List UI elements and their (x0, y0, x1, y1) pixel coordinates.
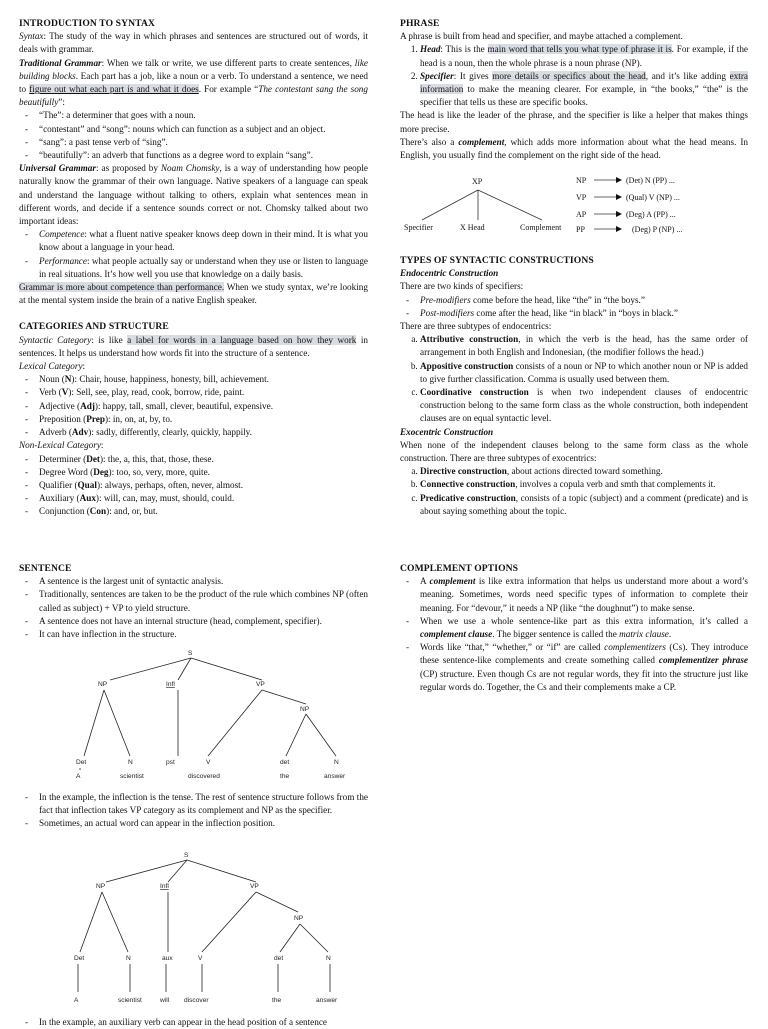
lexical-category-label: Lexical Category: (19, 361, 86, 372)
tree-node-np2: NP (294, 915, 304, 922)
complement-options-list (400, 575, 748, 694)
list-item: - In the example, an auxiliary verb can appear in the head position of a sentence (39, 1016, 368, 1029)
head-node: X Head (460, 223, 485, 232)
sentence-section (19, 562, 368, 641)
list-item: - “The”: a determiner that goes with a noun. (39, 109, 368, 122)
tree-node-v: V (206, 759, 211, 766)
categories-heading: CATEGORIES AND STRUCTURE (19, 321, 169, 333)
tree-word: A (74, 997, 79, 1004)
non-lexical-category-list (19, 453, 368, 519)
tree-node-s: S (184, 852, 189, 859)
xp-structure-diagram (400, 170, 750, 240)
tree-node-det2: det (274, 955, 284, 962)
head-leader-text: The head is like the leader of the phrase, and the specifier is like a helper that makes things more precise. (400, 110, 748, 134)
exocentric-text: When none of the independent clauses belong to the same form class as the whole construction. There are three subtypes of exocentrics: (400, 439, 748, 464)
rule-lhs: NP (576, 176, 587, 185)
list-item: - When we use a whole sentence-like part as this extra information, it’s called a complement clause. The bigger sentence is called the matrix clause. (420, 615, 748, 641)
constructions-section (400, 254, 748, 518)
exocentric-subtypes-list (400, 465, 748, 518)
tree-node-infl-leaf: aux (162, 955, 173, 962)
syntax-definition: Syntax: The study of the way in which phrases and sentences are structured out of words, it deals with grammar. (19, 31, 368, 55)
tree-node-det: Det (74, 955, 85, 962)
rule-lhs: PP (576, 225, 585, 234)
endocentric-subtypes-text: There are three subtypes of endocentrics: (400, 321, 552, 332)
list-item: 1. Head: This is the main word that tells you what type of phrase it is. For example, if the head is a noun, then the whole phrase is a noun phrase (NP). (420, 43, 748, 69)
endocentric-subtypes-list (400, 333, 748, 425)
rule-rhs: (Det) N (PP) ... (626, 176, 675, 185)
list-item: - Determiner (Det): the, a, this, that, those, these. (39, 453, 368, 466)
list-item: - “beautifully”: an adverb that functions as a degree word to explain “sang”. (39, 149, 368, 162)
modifiers-list (400, 294, 748, 320)
tree-node-np: NP (96, 883, 106, 890)
list-item: - Performance: what people actually say or understand when they use or listen to language in real situations. It’s how well you use that knowledge on a daily basis. (39, 255, 368, 281)
rule-rhs: (Qual) V (NP) ... (626, 193, 680, 202)
rule-lhs: VP (576, 193, 587, 202)
tree-word: answer (324, 773, 346, 780)
tree-node-n: N (128, 759, 133, 766)
list-item: - Degree Word (Deg): too, so, very, more, quite. (39, 466, 368, 479)
xp-node: XP (472, 177, 483, 186)
lexical-category-list (19, 373, 368, 439)
bottom-note-list (19, 1016, 368, 1029)
intro-heading: INTRODUCTION TO SYNTAX (19, 18, 156, 29)
sentence-facts-list (19, 575, 368, 641)
tree-node-s: S (188, 650, 193, 657)
tree-word: discover (184, 997, 209, 1004)
list-item: - “sang”: a past tense verb of “sing”. (39, 136, 368, 149)
tree-node-det2: det (280, 759, 290, 766)
list-item: 2. Specifier: It gives more details or specifics about the head, and it’s like adding extra information to make the meaning clearer. For example, in “the books,” “the” is the specifier that tells us these are specific books. (420, 70, 748, 110)
list-item: - Preposition (Prep): in, on, at, by, to. (39, 413, 368, 426)
specifier-node: Specifier (404, 223, 433, 232)
tree-node-infl-leaf: pst (166, 759, 175, 766)
list-item: - A complement is like extra information that helps us understand more about a word’s meaning. Sometimes, words need specific types of information to complete their meaning. For “devour,” it needs a NP (like “the doughnut”) to make sense. (420, 575, 748, 615)
constructions-heading: TYPES OF SYNTACTIC CONSTRUCTIONS (400, 255, 594, 266)
syntactic-category-definition: Syntactic Category: is like a label for words in a language based on how they work in sentences. It helps us understand how words fit into the structure of a sentence. (19, 334, 368, 358)
list-item: - It can have inflection in the structure. (39, 628, 368, 641)
list-item: - A sentence does not have an internal structure (head, complement, specifier). (39, 615, 368, 628)
tree-word: will (160, 997, 170, 1004)
tree-node-v: V (198, 955, 203, 962)
list-item: - Conjunction (Con): and, or, but. (39, 505, 368, 518)
endocentric-heading: Endocentric Construction (400, 268, 499, 279)
tree-node-n2: N (326, 955, 331, 962)
sentence-section-continued (19, 791, 368, 831)
arrow-icon (616, 226, 622, 232)
list-item: - Traditionally, sentences are taken to be the product of the rule which combines NP (often called as subject) + VP to yield structure. (39, 588, 368, 614)
sentence-heading: SENTENCE (19, 563, 72, 574)
list-item: - Auxiliary (Aux): will, can, may, must, should, could. (39, 492, 368, 505)
list-item: - “contestant” and “song”: nouns which can function as a subject and an object. (39, 123, 368, 136)
tree-word: the (280, 773, 290, 780)
right-column-top (400, 17, 748, 162)
sentence-bottom (19, 1016, 368, 1029)
competence-summary: Grammar is more about competence than performance. When we study syntax, we’re looking at the mental system inside the brain of a native English speaker. (19, 282, 368, 306)
complement-options-heading: COMPLEMENT OPTIONS (400, 563, 519, 574)
specifier-kinds-text: There are two kinds of specifiers: (400, 281, 524, 292)
list-item: - Post-modifiers come after the head, like “in black” in “boys in black.” (420, 307, 748, 320)
list-item: b. Connective construction, involves a copula verb and smth that complements it. (420, 478, 748, 491)
list-item: c. Coordinative construction is when two independent clauses of endocentric construction belong to the same form class as the whole construction, both independent clauses are on equal syntactic level. (420, 386, 748, 426)
list-item: - In the example, the inflection is the tense. The rest of sentence structure follows from the fact that inflection takes VP category as its complement and NP as the specifier. (39, 791, 368, 817)
tree-node-np: NP (98, 681, 108, 688)
arrow-icon (616, 194, 622, 200)
rule-lhs: AP (576, 210, 587, 219)
tree-node-vp: VP (256, 681, 265, 688)
universal-grammar-paragraph: Universal Grammar: as proposed by Noam Chomsky, is a way of understanding how people naturally know the grammar of their own language. Native speakers of a language can speak and understand the language without talking to others, explain what sentences mean in different words, and decide if a sentence sounds correct or not. Chomsky talked about two important ideas: (19, 163, 368, 227)
list-item: - A sentence is the largest unit of syntactic analysis. (39, 575, 368, 588)
tree-node-n: N (126, 955, 131, 962)
tree-word: the (272, 997, 282, 1004)
inflection-notes-list (19, 791, 368, 831)
tree-node-infl: Infl (160, 883, 169, 890)
list-item: - Adjective (Adj): happy, tall, small, clever, beautiful, expensive. (39, 400, 368, 413)
chomsky-ideas-list (19, 228, 368, 281)
syntax-tree-inflection-auxiliary (68, 848, 358, 1006)
non-lexical-category-label: Non-Lexical Category: (19, 440, 104, 451)
exocentric-heading: Exocentric Construction (400, 426, 494, 437)
tree-word: answer (316, 997, 338, 1004)
syntax-tree-inflection-tense (60, 646, 360, 782)
tree-word: A (76, 773, 81, 780)
tree-node-np2: NP (300, 706, 310, 713)
tree-node-n2: N (334, 759, 339, 766)
list-item: - Words like “that,” “whether,” or “if” are called complementizers (Cs). They introduce these sentence-like complements and create something called complementizer phrase (CP) structure. Even though Cs are not regular words, they fit into the structure just like regular words do. Together, the Cs and their complements make a CP. (420, 641, 748, 694)
complement-options-section (400, 562, 748, 694)
tree-word: scientist (118, 997, 142, 1004)
left-column-top (19, 17, 368, 519)
tree-word: discovered (188, 773, 220, 780)
rule-rhs: (Deg) P (NP) ... (632, 225, 683, 234)
tree-node-det: Det (76, 759, 87, 766)
complement-node: Complement (520, 223, 562, 232)
list-item: - Sometimes, an actual word can appear in the inflection position. (39, 817, 368, 830)
phrase-intro: A phrase is built from head and specifier, and maybe attached a complement. (400, 31, 683, 42)
list-item: a. Directive construction, about actions directed toward something. (420, 465, 748, 478)
example-breakdown-list (19, 109, 368, 162)
list-item: - Adverb (Adv): sadly, differently, clearly, quickly, happily. (39, 426, 368, 439)
rule-rhs: (Deg) A (PP) ... (626, 210, 676, 219)
tree-node-vp: VP (250, 883, 259, 890)
traditional-grammar-paragraph: Traditional Grammar: When we talk or write, we use different parts to create sentences, like building blocks. Each part has a job, like a noun or a verb. To understand a sentence, we need to figure out what each part is and what it does. For example “The contestant sang the song beautifully”: (19, 57, 368, 108)
list-item: a. Attributive construction, in which the verb is the head, has the same order of arrangement in both English and Indonesian, (the modifier follows the head.) (420, 333, 748, 359)
list-item: - Noun (N): Chair, house, happiness, honesty, bill, achievement. (39, 373, 368, 386)
tree-node-infl: Infl (166, 681, 175, 688)
arrow-icon (616, 177, 622, 183)
complement-intro: There’s also a complement, which adds more information about what the head means. In English, you usually find the complement on the right side of the head. (400, 136, 748, 161)
list-item: c. Predicative construction, consists of a topic (subject) and a comment (predicate) and is about saying something about the topic. (420, 492, 748, 518)
phrase-heading: PHRASE (400, 18, 440, 29)
tree-word: scientist (120, 773, 144, 780)
list-item: b. Appositive construction consists of a noun or NP to which another noun or NP is added to give further classification. Comma is usually used between them. (420, 360, 748, 386)
list-item: - Competence: what a fluent native speaker knows deep down in their mind. It is what you know about a language in your head. (39, 228, 368, 254)
phrase-parts-list (400, 43, 748, 109)
list-item: - Pre-modifiers come before the head, like “the” in “the boys.” (420, 294, 748, 307)
list-item: - Verb (V): Sell, see, play, read, cook, borrow, ride, paint. (39, 386, 368, 399)
list-item: - Qualifier (Qual): always, perhaps, often, never, almost. (39, 479, 368, 492)
arrow-icon (616, 211, 622, 217)
